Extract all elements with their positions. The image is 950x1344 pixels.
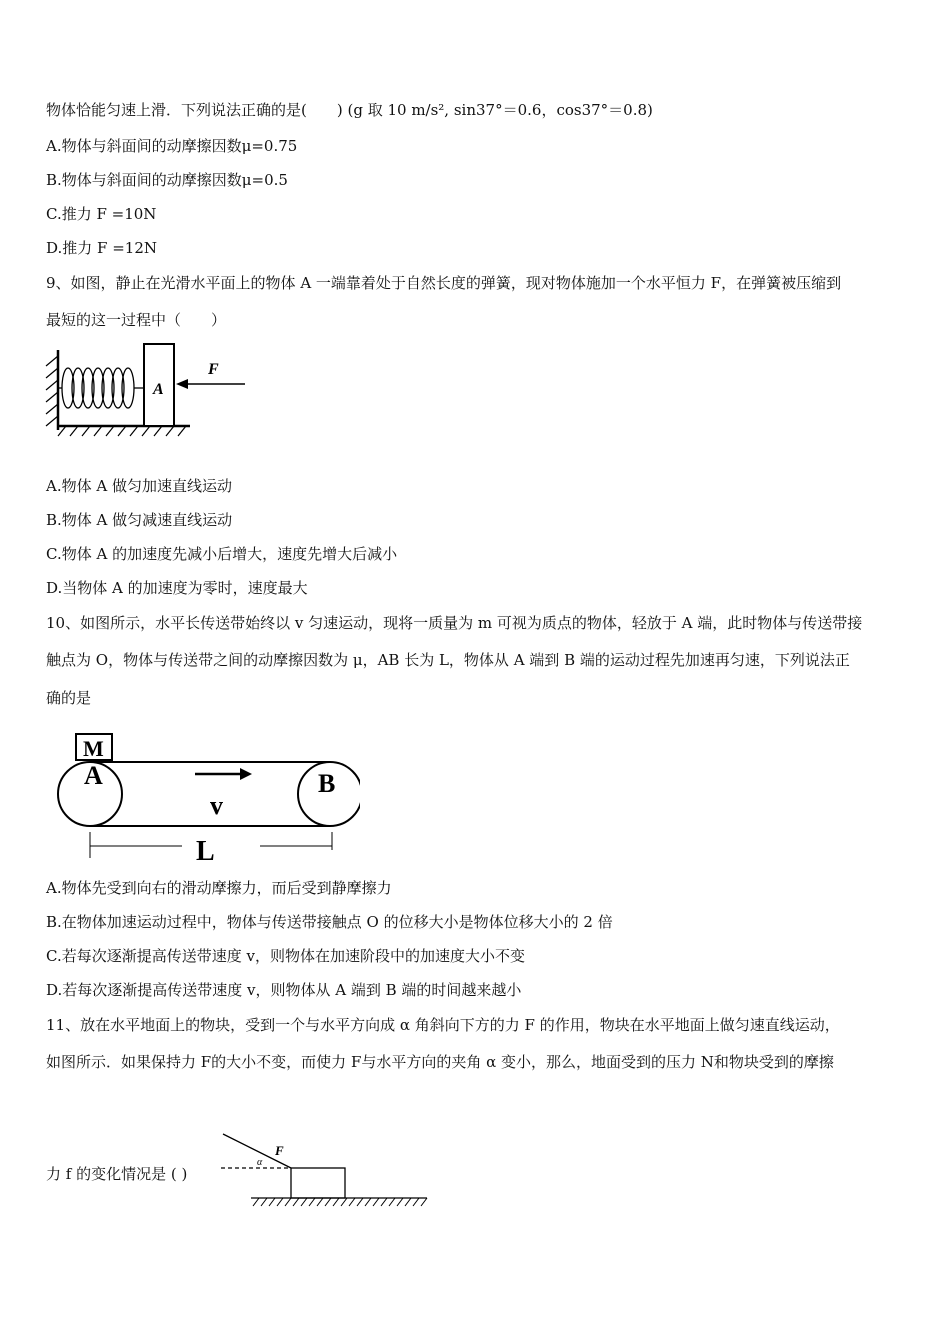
q10-stem-line3: 确的是 xyxy=(46,689,92,707)
block-a-label: A xyxy=(153,381,164,398)
q8-option-a: A.物体与斜面间的动摩擦因数μ=0.75 xyxy=(46,137,298,155)
q11-stem-line3: 力 f 的变化情况是 ( ) xyxy=(46,1165,188,1183)
q10-option-b: B.在物体加速运动过程中，物体与传送带接触点 O 的位移大小是物体位移大小的 2 倍 xyxy=(46,913,613,931)
q11-block-figure xyxy=(215,1128,435,1214)
q9-stem-line2: 最短的这一过程中（ ） xyxy=(46,311,227,329)
length-label: L xyxy=(196,836,215,867)
q9-stem-line1: 9、如图，静止在光滑水平面上的物体 A 一端靠着处于自然长度的弹簧，现对物体施加一个水平恒力 F，在弹簧被压缩到 xyxy=(46,274,842,292)
q11-block xyxy=(291,1168,345,1198)
q10-option-a: A.物体先受到向右的滑动摩擦力，而后受到静摩擦力 xyxy=(46,879,392,897)
q11-stem-line1: 11、放在水平地面上的物块，受到一个与水平方向成 α 角斜向下方的力 F 的作用，物块在水平地面上做匀速直线运动， xyxy=(46,1016,840,1034)
end-b-label: B xyxy=(318,769,336,798)
q10-conveyor-figure xyxy=(50,728,360,868)
q9-option-c: C.物体 A 的加速度先减小后增大，速度先增大后减小 xyxy=(46,545,398,563)
q10-option-d: D.若每次逐渐提高传送带速度 v，则物体从 A 端到 B 端的时间越来越小 xyxy=(46,981,522,999)
spring-icon xyxy=(58,368,144,408)
velocity-label: v xyxy=(210,791,223,820)
q8-option-b: B.物体与斜面间的动摩擦因数μ=0.5 xyxy=(46,171,288,189)
q8-option-d: D.推力 F =12N xyxy=(46,239,157,257)
end-a-label: A xyxy=(84,761,103,790)
velocity-arrow-icon xyxy=(240,768,252,780)
q9-option-d: D.当物体 A 的加速度为零时，速度最大 xyxy=(46,579,308,597)
q8-stem: 物体恰能匀速上滑．下列说法正确的是( ) (g 取 10 m/s², sin37°＝0.6，cos37°＝0.8) xyxy=(46,101,653,119)
q10-option-c: C.若每次逐渐提高传送带速度 v，则物体在加速阶段中的加速度大小不变 xyxy=(46,947,525,965)
q9-option-b: B.物体 A 做匀减速直线运动 xyxy=(46,511,233,529)
box-m-label: M xyxy=(83,736,104,761)
force-arrow-icon xyxy=(176,379,188,389)
q9-option-a: A.物体 A 做匀加速直线运动 xyxy=(46,477,232,495)
q8-option-c: C.推力 F =10N xyxy=(46,205,157,223)
q10-stem-line2: 触点为 O，物体与传送带之间的动摩擦因数为 μ，AB 长为 L，物体从 A 端到 B 端的运动过程先加速再匀速，下列说法正 xyxy=(46,651,850,669)
q11-force-label: F xyxy=(275,1143,284,1158)
q11-stem-line2: 如图所示．如果保持力 F的大小不变，而使力 F与水平方向的夹角 α 变小，那么，地面受到的压力 N和物块受到的摩擦 xyxy=(46,1053,834,1071)
force-label: F xyxy=(208,361,219,378)
q9-spring-figure xyxy=(40,338,260,442)
q10-stem-line1: 10、如图所示，水平长传送带始终以 v 匀速运动，现将一质量为 m 可视为质点的物体，轻放于 A 端，此时物体与传送带接 xyxy=(46,614,863,632)
angle-label: α xyxy=(257,1157,263,1168)
